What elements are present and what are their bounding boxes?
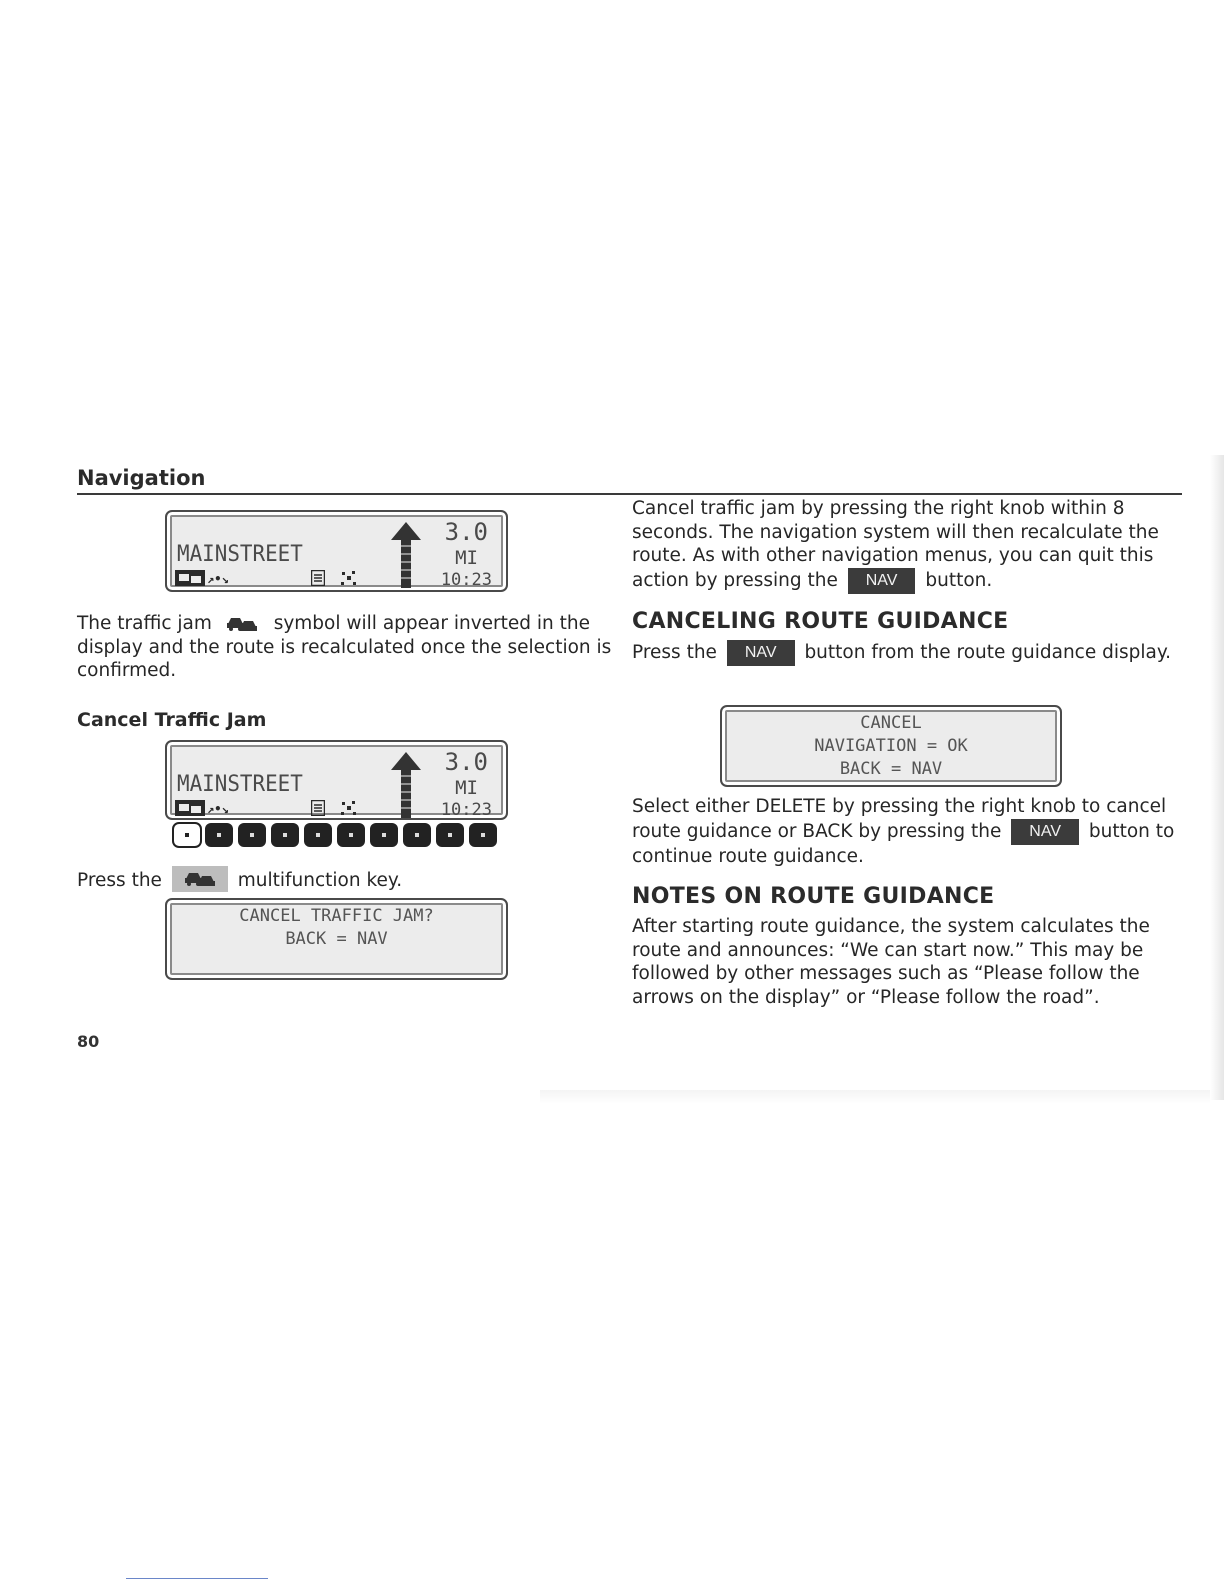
nav-button: NAV [727, 640, 795, 666]
traffic-jam-status-icon [175, 570, 239, 586]
compass-icon [340, 800, 358, 816]
traffic-jam-status-icon [175, 800, 239, 816]
select-delete-text: Select either DELETE by pressing the right knob to cancel route guidance or BACK by pressing the [632, 796, 1167, 842]
press-text-start: Press the [77, 870, 162, 891]
nav-button: NAV [848, 568, 916, 594]
list-icon [311, 800, 325, 816]
multifunction-key-5[interactable] [304, 823, 332, 847]
nav-display-main [165, 510, 508, 592]
canceling-text-start: Press the [632, 642, 717, 663]
traffic-jam-icon [226, 615, 260, 633]
intro-text-end: symbol will appear inverted in the display and the route is recalculated once the selection is confirmed. [77, 613, 612, 681]
multifunction-key-7[interactable] [370, 823, 398, 847]
select-delete-text-end: button to continue route guidance. [632, 820, 1175, 867]
clock-time: 10:23 [440, 800, 492, 820]
multifunction-key-row [172, 822, 502, 848]
street-name: MAINSTREET [177, 542, 303, 567]
svg-text:↗•↘: ↗•↘ [207, 802, 229, 816]
page-bottom-shadow [540, 1090, 1210, 1104]
street-name: MAINSTREET [177, 772, 303, 797]
cancel-jam-prompt-display [165, 898, 508, 980]
distance-value: 3.0 [444, 518, 488, 546]
multifunction-key-9[interactable] [436, 823, 464, 847]
prompt-line-1: CANCEL TRAFFIC JAM? [239, 906, 434, 926]
canceling-text-end: button from the route guidance display. [804, 642, 1172, 663]
traffic-jam-key-icon [172, 866, 228, 892]
nav-display-cancel [165, 740, 508, 820]
page-number: 80 [77, 1032, 100, 1051]
multifunction-key-6[interactable] [337, 823, 365, 847]
notes-heading: NOTES ON ROUTE GUIDANCE [632, 884, 995, 909]
press-text-end: multifunction key. [237, 870, 403, 891]
svg-text:↗•↘: ↗•↘ [207, 572, 229, 586]
intro-paragraph [77, 612, 612, 683]
section-title: Navigation [77, 466, 206, 490]
multifunction-key-1[interactable] [173, 823, 201, 847]
header-rule [77, 493, 1182, 495]
cancel-navigation-display [720, 705, 1062, 787]
cancel-jam-heading: Cancel Traffic Jam [77, 709, 267, 731]
list-icon [311, 570, 325, 586]
cancel-line-2: NAVIGATION = OK [814, 736, 968, 756]
cancel-line-1: CANCEL [860, 713, 922, 733]
clock-time: 10:23 [440, 570, 492, 590]
cancel-jam-text: Cancel traffic jam by pressing the right knob within 8 seconds. The navigation system will then recalculate the route. As with other navigation menus, you can quit this action by pressing the [632, 498, 1159, 591]
up-arrow-icon [391, 752, 421, 818]
cancel-jam-text-end: button. [925, 569, 993, 591]
page-edge-shadow [1210, 455, 1224, 1100]
canceling-route-paragraph [632, 640, 1172, 666]
nav-button: NAV [1011, 819, 1079, 845]
select-delete-paragraph [632, 795, 1177, 868]
distance-unit: MI [455, 777, 478, 799]
multifunction-key-3[interactable] [238, 823, 266, 847]
multifunction-key-8[interactable] [403, 823, 431, 847]
press-key-paragraph [77, 866, 597, 893]
multifunction-key-4[interactable] [271, 823, 299, 847]
up-arrow-icon [391, 522, 421, 588]
stray-line [126, 1578, 268, 1579]
compass-icon [340, 570, 358, 586]
prompt-line-2: BACK = NAV [285, 929, 388, 949]
distance-unit: MI [455, 547, 478, 569]
canceling-route-heading: CANCELING ROUTE GUIDANCE [632, 609, 1009, 634]
intro-text-start: The traffic jam [77, 613, 212, 634]
notes-paragraph: After starting route guidance, the system calculates the route and announces: “We can start now.” This may be followed by other messages such as “Please follow the arrows on the display” or “Please follow the road”. [632, 916, 1150, 1008]
cancel-jam-paragraph [632, 497, 1172, 594]
distance-value: 3.0 [444, 748, 488, 776]
multifunction-key-10[interactable] [469, 823, 497, 847]
multifunction-key-2[interactable] [205, 823, 233, 847]
cancel-line-3: BACK = NAV [839, 759, 943, 779]
